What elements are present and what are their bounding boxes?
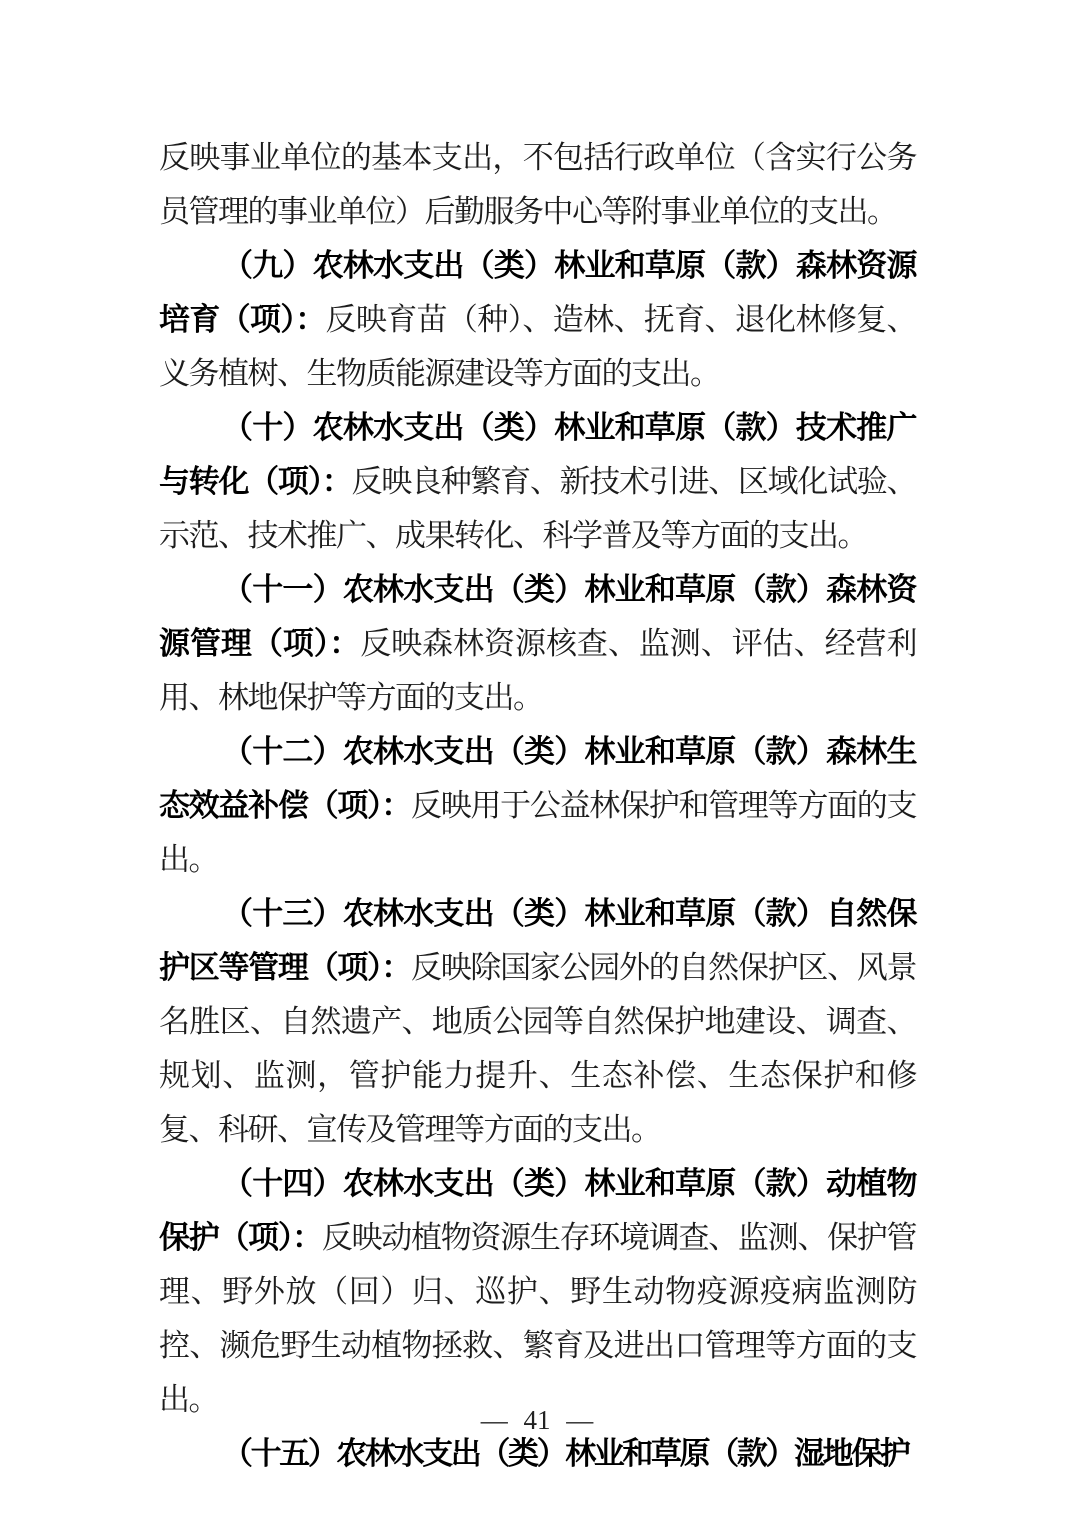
- page-number: 41: [523, 1405, 551, 1435]
- clause-heading: （十二）农林水支出（类）林业和草原（款）森林生态效益补偿（项）：: [159, 734, 916, 823]
- paragraph: [159, 563, 916, 725]
- clause-text: 反映良种繁育、新技术引进、区域化试验、示范、技术推广、成果转化、科学普及等方面的支出。: [159, 464, 917, 553]
- paragraph: [159, 131, 916, 239]
- paragraph: [159, 1157, 916, 1427]
- clause-text: 反映用于公益林保护和管理等方面的支出。: [159, 788, 917, 877]
- paragraph: [159, 887, 916, 1157]
- clause-text: 反映动植物资源生存环境调查、监测、保护管理、野外放（回）归、巡护、野生动物疫源疫病监测防控、濒危野生动植物拯救、繁育及进出口管理等方面的支出。: [159, 1220, 917, 1417]
- clause-heading: （十五）农林水支出（类）林业和草原（款）湿地保护: [222, 1436, 909, 1471]
- clause-heading: （十一）农林水支出（类）林业和草原（款）森林资源管理（项）：: [159, 572, 916, 661]
- clause-text: 反映除国家公园外的自然保护区、风景名胜区、自然遗产、地质公园等自然保护地建设、调查、规划、监测，管护能力提升、生态补偿、生态保护和修复、科研、宣传及管理等方面的支出。: [159, 950, 917, 1147]
- page-footer: [0, 1400, 1074, 1440]
- clause-heading: （十）农林水支出（类）林业和草原（款）技术推广与转化（项）：: [159, 410, 916, 499]
- clause-heading: （十四）农林水支出（类）林业和草原（款）动植物保护（项）：: [159, 1166, 916, 1255]
- clause-heading: （十三）农林水支出（类）林业和草原（款）自然保护区等管理（项）：: [159, 896, 916, 985]
- paragraph: [159, 401, 916, 563]
- paragraph: [159, 725, 916, 887]
- clause-heading: （九）农林水支出（类）林业和草原（款）森林资源培育（项）：: [159, 248, 916, 337]
- document-body: [159, 131, 916, 1481]
- page-number-dash-right: —: [566, 1405, 594, 1435]
- clause-text: 反映森林资源核查、监测、评估、经营利用、林地保护等方面的支出。: [159, 626, 917, 715]
- clause-text: 反映育苗（种）、造林、抚育、退化林修复、义务植树、生物质能源建设等方面的支出。: [159, 302, 917, 391]
- clause-text: 反映事业单位的基本支出，不包括行政单位（含实行公务员管理的事业单位）后勤服务中心等附事业单位的支出。: [159, 140, 916, 229]
- page-number-dash-left: —: [480, 1405, 508, 1435]
- paragraph: [159, 239, 916, 401]
